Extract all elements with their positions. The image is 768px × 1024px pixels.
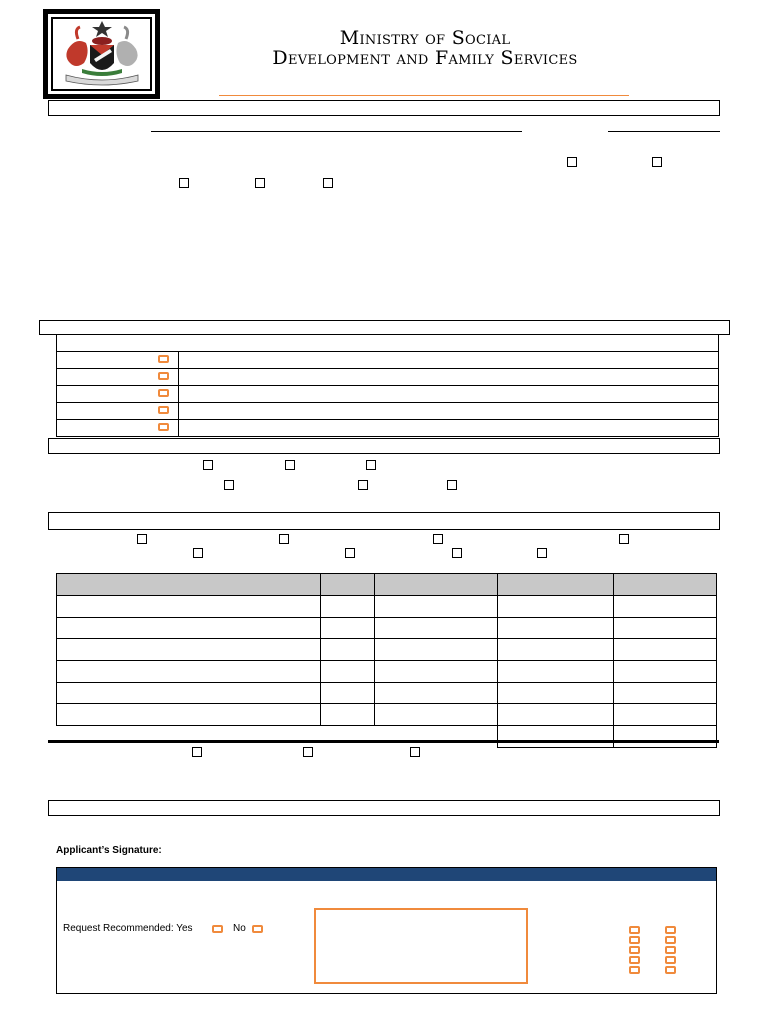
option-checkbox[interactable] [285, 460, 295, 470]
option-checkbox[interactable] [629, 956, 640, 964]
table-row [57, 351, 719, 368]
table-row [57, 385, 719, 402]
request-recommended-label: Request Recommended: Yes [63, 923, 193, 934]
coat-of-arms-icon [56, 19, 148, 89]
table-header-cell [498, 574, 614, 596]
option-checkbox[interactable] [665, 956, 676, 964]
table-row [57, 639, 717, 661]
table-row [57, 334, 719, 351]
option-checkbox[interactable] [137, 534, 147, 544]
option-checkbox[interactable] [447, 480, 457, 490]
section-header-bar [39, 320, 730, 335]
household-items-table [56, 573, 717, 748]
table-header-cell [57, 574, 321, 596]
table-header-cell [374, 574, 498, 596]
option-checkbox[interactable] [345, 548, 355, 558]
option-checkbox[interactable] [192, 747, 202, 757]
option-checkbox[interactable] [158, 372, 169, 380]
table-header-row [57, 574, 717, 596]
option-checkbox[interactable] [629, 946, 640, 954]
ministry-title-line2: Development and Family Services [272, 47, 578, 69]
option-detail-cell[interactable] [179, 351, 719, 368]
option-checkbox[interactable] [303, 747, 313, 757]
section-divider [48, 740, 719, 743]
title-underline [219, 95, 629, 96]
option-checkbox[interactable] [629, 966, 640, 974]
table-total-row [57, 726, 717, 748]
option-detail-cell[interactable] [179, 419, 719, 436]
table-row [57, 661, 717, 683]
option-checkbox[interactable] [665, 926, 676, 934]
total-label-cell [498, 726, 614, 748]
option-checkbox[interactable] [567, 157, 577, 167]
ministry-title-line1: Ministry of Social [339, 27, 511, 49]
section-header-bar [48, 512, 720, 530]
official-use-header [57, 868, 716, 881]
option-checkbox[interactable] [158, 355, 169, 363]
assistance-options-table [56, 334, 719, 437]
option-checkbox[interactable] [433, 534, 443, 544]
option-checkbox[interactable] [366, 460, 376, 470]
option-checkbox[interactable] [158, 406, 169, 414]
table-row [57, 596, 717, 618]
option-detail-cell[interactable] [179, 368, 719, 385]
option-checkbox[interactable] [358, 480, 368, 490]
official-use-panel [56, 867, 717, 994]
section-header-bar [48, 800, 720, 816]
officer-comments-box[interactable] [314, 908, 528, 984]
option-checkbox[interactable] [158, 423, 169, 431]
applicant-signature-label: Applicant’s Signature: [56, 845, 162, 856]
option-checkbox[interactable] [652, 157, 662, 167]
option-checkbox[interactable] [279, 534, 289, 544]
table-row [57, 617, 717, 639]
section-header-bar [48, 438, 720, 454]
option-detail-cell[interactable] [179, 385, 719, 402]
ministry-title [190, 28, 660, 68]
table-row [57, 368, 719, 385]
option-detail-cell[interactable] [179, 402, 719, 419]
option-checkbox[interactable] [410, 747, 420, 757]
option-checkbox[interactable] [619, 534, 629, 544]
option-checkbox[interactable] [193, 548, 203, 558]
table-row [57, 704, 717, 726]
option-checkbox[interactable] [255, 178, 265, 188]
table-row [57, 682, 717, 704]
option-checkbox[interactable] [629, 926, 640, 934]
option-checkbox[interactable] [665, 946, 676, 954]
table-row [57, 402, 719, 419]
table-header-cell [614, 574, 717, 596]
total-value-cell[interactable] [614, 726, 717, 748]
option-checkbox[interactable] [323, 178, 333, 188]
name-field-line[interactable] [151, 131, 522, 132]
table-header-cell [320, 574, 374, 596]
option-checkbox[interactable] [179, 178, 189, 188]
section-header-bar [48, 100, 720, 116]
crest-frame [43, 9, 160, 99]
table-row [57, 419, 719, 436]
option-checkbox[interactable] [537, 548, 547, 558]
option-checkbox[interactable] [158, 389, 169, 397]
option-checkbox[interactable] [665, 966, 676, 974]
option-checkbox[interactable] [203, 460, 213, 470]
coat-of-arms-emblem [51, 17, 152, 91]
option-checkbox[interactable] [665, 936, 676, 944]
recommended-yes-checkbox[interactable] [212, 925, 223, 933]
option-checkbox[interactable] [452, 548, 462, 558]
option-checkbox[interactable] [224, 480, 234, 490]
date-field-line[interactable] [608, 131, 720, 132]
option-checkbox[interactable] [629, 936, 640, 944]
recommended-no-label: No [233, 923, 246, 934]
recommended-no-checkbox[interactable] [252, 925, 263, 933]
